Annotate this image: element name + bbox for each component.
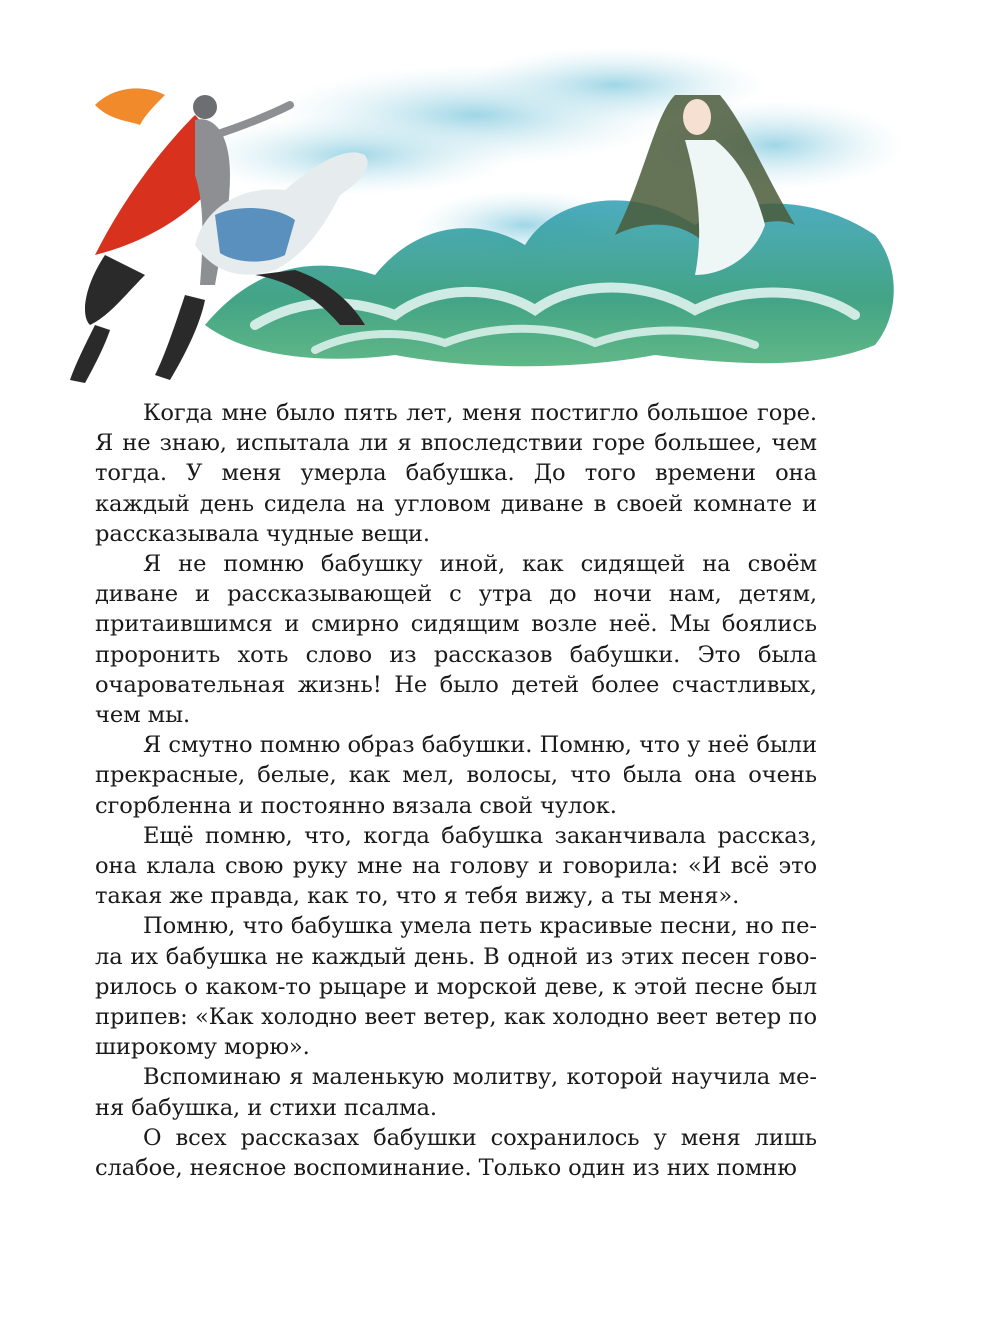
paragraph-6: Вспоминаю я маленькую молитву, которой научила меня бабушка, и стихи псалма. [95,1064,817,1121]
illustration [55,25,905,385]
paragraph-4: Ещё помню, что, когда бабушка заканчивала рассказ, она клала свою руку мне на голову и говорила: «И всё это такая же правда, как то, что я тебя вижу, а ты меня». [95,822,817,910]
paragraph-1: Когда мне было пять лет, меня постигло большое горе. Я не знаю, испытала ли я впоследствии горе большее, чем тогда. У меня умерла бабушка. До того времени она каждый день сидела на угловом диване в своей комнате и рассказывала чудные вещи. [95,400,817,547]
paragraph-5: Помню, что бабушка умела петь красивые песни, но пела их бабушка не каждый день. В одной из этих песен говорилось о каком-то рыцаре и морской деве, к этой песне был припев: «Как холодно веет ветер, как холодно веет ветер по широкому морю». [95,913,817,1061]
story-text [95,398,817,1183]
knight-and-maiden-picture [55,25,905,385]
paragraph-3: Я смутно помню образ бабушки. Помню, что у неё были прекрасные, белые, как мел, волосы, что была она очень сгорбленна и постоянно вязала свой чулок. [95,732,817,819]
paragraph-7: О всех рассказах бабушки сохранилось у меня лишь слабое, неясное воспоминание. Только один из них помню [95,1124,817,1182]
paragraph-2: Я не помню бабушку иной, как сидящей на своём диване и рассказывающей с утра до ночи нам, детям, притаившимся и смирно сидящим возле неё. Мы боялись проронить хоть слово из рассказов бабушки. Это была очаровательная жизнь! Не было детей более счастливых, чем мы. [95,551,817,729]
